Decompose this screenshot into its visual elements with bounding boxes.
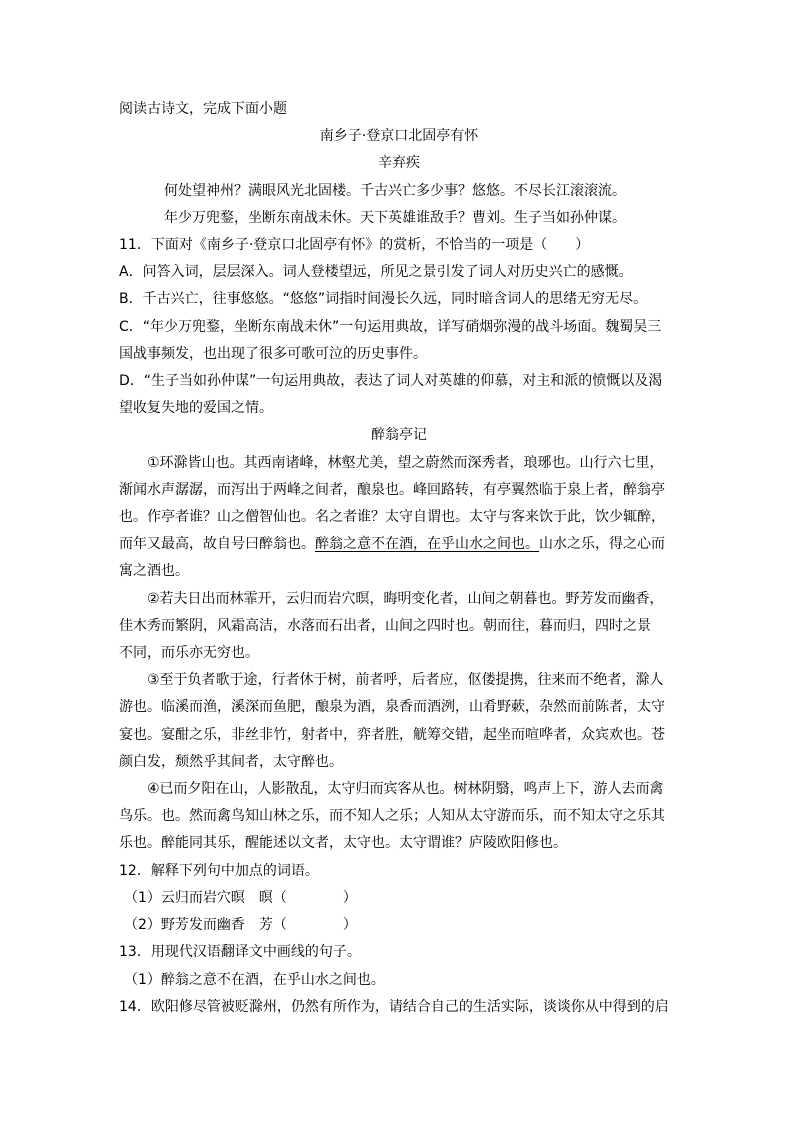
essay-p3-line-1: ③至于负者歌于途，行者休于树，前者呼，后者应，伛偻提携，往来而不绝者，滁人	[147, 672, 664, 689]
essay-p2-line-1: ②若夫日出而林霏开，云归而岩穴暝，晦明变化者，山间之朝暮也。野芳发而幽香，	[147, 590, 664, 607]
intro-instruction: 阅读古诗文，完成下面小题	[119, 101, 287, 117]
poem-author: 辛弃疾	[378, 155, 420, 172]
essay-p4-line-3: 乐也。醉能同其乐，醒能述以文者，太守也。太守谓谁？庐陵欧阳修也。	[119, 835, 567, 852]
essay-p3-line-3: 宴也。宴酣之乐，非丝非竹，射者中，弈者胜，觥筹交错，起坐而喧哗者，众宾欢也。苍	[119, 726, 665, 743]
essay-p4-line-2: 鸟乐。也。然而禽鸟知山林之乐，而不知人之乐；人知从太守游而乐，而不知太守之乐其	[119, 808, 665, 825]
q11-option-a: A．问答入词，层层深入。词人登楼望远，所见之景引发了词人对历史兴亡的感慨。	[119, 264, 633, 281]
essay-p1-line-1: ①环滁皆山也。其西南诸峰，林壑尤美，望之蔚然而深秀者，琅琊也。山行六七里，	[147, 454, 664, 471]
q11-option-d-line-1: D．“生子当如孙仲谋”一句运用典故，表达了词人对英雄的仰慕，对主和派的愤慨以及渴	[119, 373, 663, 390]
q13-item-1: （1）醉翁之意不在酒，在乎山水之间也。	[124, 971, 385, 988]
q11-option-b: B．千古兴亡，往事悠悠。“悠悠”词指时间漫长久远，同时暗含词人的思绪无穷无尽。	[119, 291, 648, 308]
essay-p3-line-4: 颜白发，颓然乎其间者，太守醉也。	[119, 753, 343, 770]
q14-stem: 14．欧阳修尽管被贬滁州，仍然有所作为，请结合自己的生活实际，谈谈你从中得到的启	[119, 998, 669, 1015]
essay-p1-line-2: 渐闻水声潺潺，而泻出于两峰之间者，酿泉也。峰回路转，有亭翼然临于泉上者，醉翁亭	[119, 481, 665, 498]
essay-p4-line-1: ④已而夕阳在山，人影散乱，太守归而宾客从也。树林阴翳，鸣声上下，游人去而禽	[147, 781, 664, 798]
essay-p1-line-4-pre: 而年又最高，故自号曰醉翁也。	[119, 536, 315, 553]
poem-title: 南乡子·登京口北固亭有怀	[319, 128, 479, 145]
underlined-sentence: 醉翁之意不在酒，在乎山水之间也。	[315, 536, 539, 553]
q12-item-2: （2）野芳发而幽香 芳（ ）	[124, 917, 357, 934]
q12-item-1: （1）云归而岩穴暝 暝（ ）	[124, 889, 357, 906]
poem-line-1: 何处望神州？满眼风光北固楼。千古兴亡多少事？悠悠。不尽长江滚滚流。	[164, 182, 626, 199]
q11-option-c-line-1: C．“年少万兜鍪，坐断东南战未休”一句运用典故，详写硝烟弥漫的战斗场面。魏蜀吴三	[119, 318, 662, 335]
essay-p1-line-3: 也。作亭者谁？山之僧智仙也。名之者谁？太守自谓也。太守与客来饮于此，饮少辄醉，	[119, 509, 665, 526]
essay-p1-line-4-post: 山水之乐，得之心而	[539, 536, 665, 553]
q11-stem: 11．下面对《南乡子·登京口北固亭有怀》的赏析，不恰当的一项是（ ）	[119, 237, 590, 254]
essay-title: 醉翁亭记	[371, 427, 427, 444]
q11-option-d-line-2: 望收复失地的爱国之情。	[119, 400, 273, 417]
q11-option-c-line-2: 国战事频发，也出现了很多可歌可泣的历史事件。	[119, 345, 427, 362]
essay-p1-line-5: 寓之酒也。	[119, 563, 189, 580]
essay-p3-line-2: 游也。临溪而渔，溪深而鱼肥，酿泉为酒，泉香而酒洌，山肴野蔌，杂然而前陈者，太守	[119, 699, 665, 716]
essay-p1-line-4	[119, 531, 679, 558]
q13-stem: 13．用现代汉语翻译文中画线的句子。	[119, 944, 361, 961]
essay-p2-line-3: 不同，而乐亦无穷也。	[119, 645, 259, 662]
poem-line-2: 年少万兜鍪，坐断东南战未休。天下英雄谁敌手？曹刘。生子当如孙仲谋。	[164, 209, 626, 226]
document-body	[119, 96, 679, 1021]
essay-p2-line-2: 佳木秀而繁阴，风霜高洁，水落而石出者，山间之四时也。朝而往，暮而归，四时之景	[119, 617, 651, 634]
q12-stem: 12．解释下列句中加点的词语。	[119, 862, 319, 879]
